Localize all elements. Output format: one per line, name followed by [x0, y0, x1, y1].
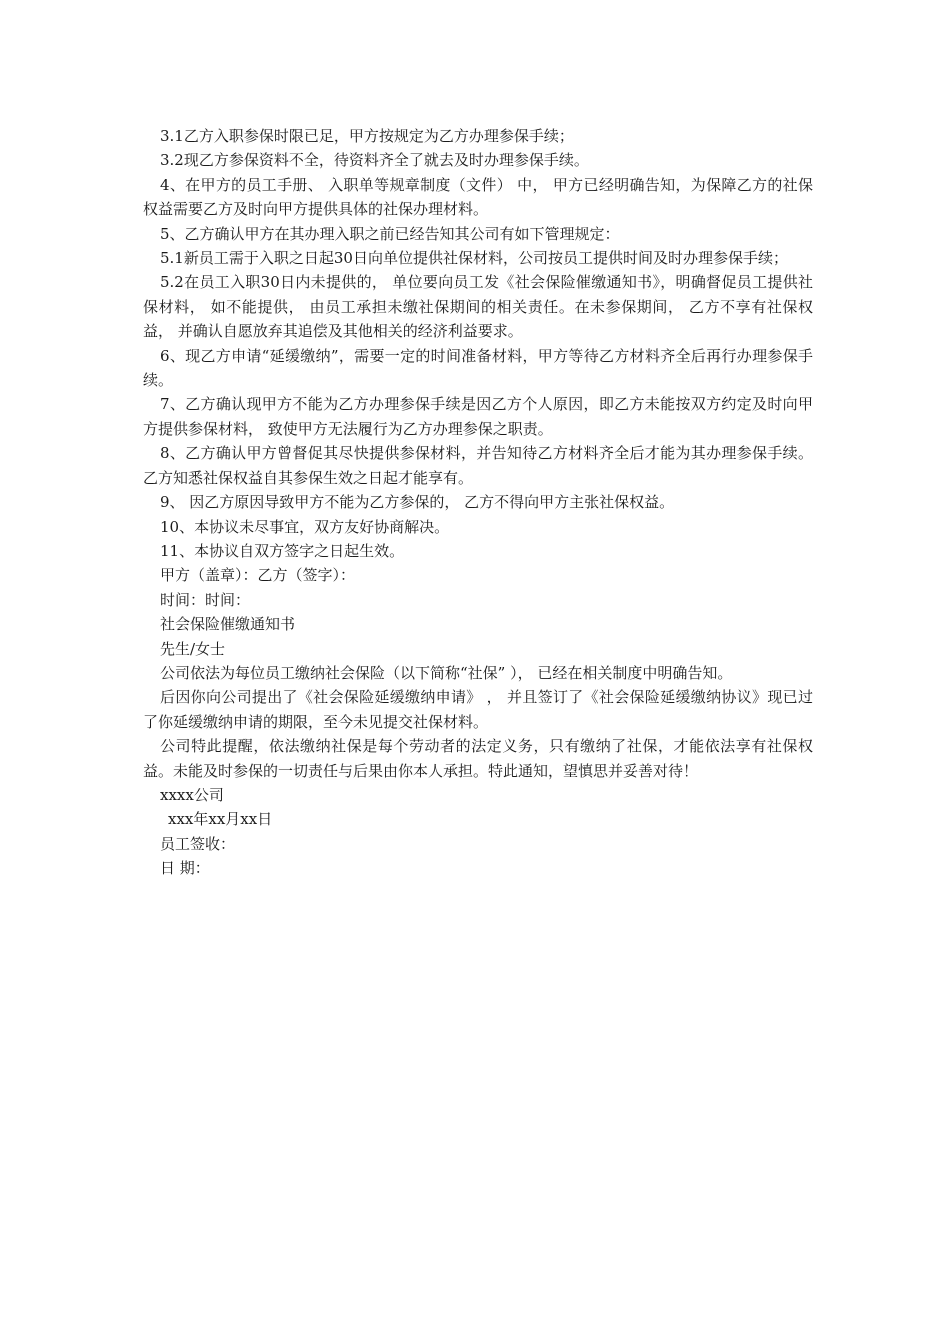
company-name: xxxx公司 [160, 785, 224, 804]
employee-sign-label: 员工签收： [160, 834, 236, 853]
time-line: 时间：时间： [160, 590, 251, 609]
clause-9: 9、 因乙方原因导致甲方不能为乙方参保的， 乙方不得向甲方主张社保权益。 [160, 493, 675, 512]
clause-5: 5、乙方确认甲方在其办理入职之前已经告知其公司有如下管理规定： [160, 224, 620, 243]
clause-3-1: 3.1乙方入职参保时限已足，甲方按规定为乙方办理参保手续； [160, 127, 574, 145]
clause-7: 7、乙方确认现甲方不能为乙方办理参保手续是因乙方个人原因，即乙方未能按双方约定及时向甲方提供参保材料， 致使甲方无法履行为乙方办理参保之职责。 [143, 395, 813, 438]
clause-10: 10、本协议未尽事宜，双方友好协商解决。 [160, 517, 450, 536]
clause-6: 6、现乙方申请“延缓缴纳”，需要一定的时间准备材料，甲方等待乙方材料齐全后再行办理参保手续。 [143, 346, 813, 390]
notice-date: xxx年xx月xx日 [168, 810, 273, 829]
notice-paragraph-2: 后因你向公司提出了《社会保险延缓缴纳申请》 ， 并且签订了《社会保险延缓缴纳协议》现已过了你延缓缴纳申请的期限，至今未见提交社保材料。 [143, 688, 813, 731]
clause-5-2: 5.2在员工入职30日内未提供的， 单位要向员工发《社会保险催缴通知书》，明确督促员工提供社保材料， 如不能提供， 由员工承担未缴社保期间的相关责任。在未参保期间， 乙方不享有社保权益， 并确认自愿放弃其追偿及其他相关的经济利益要求。 [143, 273, 813, 341]
clause-5-1: 5.1新员工需于入职之日起30日向单位提供社保材料，公司按员工提供时间及时办理参保手续； [160, 249, 788, 268]
signature-line: 甲方（盖章）：乙方（签字）： [160, 566, 356, 585]
notice-paragraph-1: 公司依法为每位员工缴纳社会保险（以下简称“社保” ）， 已经在相关制度中明确告知。 [160, 663, 733, 682]
notice-title: 社会保险催缴通知书 [160, 615, 296, 634]
salutation: 先生/女士 [160, 639, 226, 658]
notice-paragraph-3: 公司特此提醒，依法缴纳社保是每个劳动者的法定义务，只有缴纳了社保，才能依法享有社保权益。未能及时参保的一切责任与后果由你本人承担。特此通知，望慎思并妥善对待！ [143, 737, 813, 780]
date-label: 日 期： [160, 859, 210, 878]
document-body [143, 124, 813, 881]
clause-4: 4、在甲方的员工手册、 入职单等规章制度（文件） 中， 甲方已经明确告知，为保障乙方的社保权益需要乙方及时向甲方提供具体的社保办理材料。 [143, 175, 813, 219]
clause-8: 8、乙方确认甲方曾督促其尽快提供参保材料，并告知待乙方材料齐全后才能为其办理参保手续。乙方知悉社保权益自其参保生效之日起才能享有。 [143, 444, 813, 487]
clause-11: 11、本协议自双方签字之日起生效。 [160, 541, 405, 560]
clause-3-2: 3.2现乙方参保资料不全，待资料齐全了就去及时办理参保手续。 [160, 151, 589, 170]
